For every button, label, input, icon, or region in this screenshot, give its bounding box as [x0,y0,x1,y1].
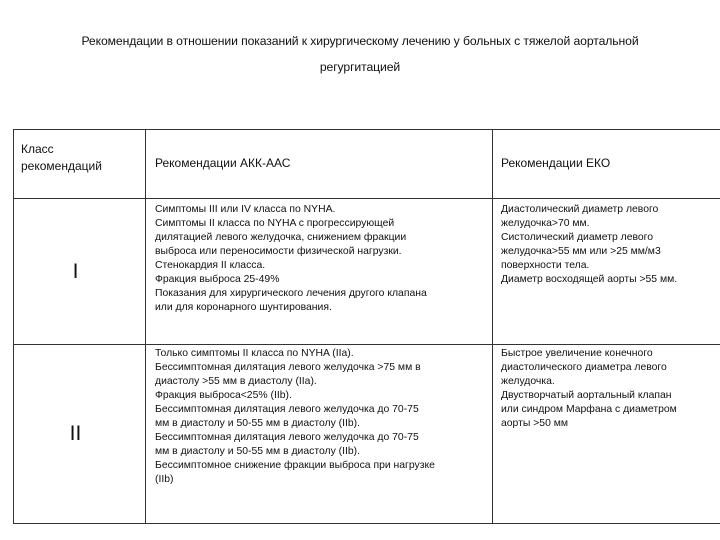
class-cell: I [14,199,146,345]
title-line-1: Рекомендации в отношении показаний к хирургическому лечению у больных с тяжелой аортальной [81,34,639,48]
acc-item: Бессимптомная дилятация левого желудочка до 70-75 мм в диастолу и 50-55 мм в диастолу (IIb). [155,432,419,457]
acc-item: Фракция выброса 25-49% [155,274,280,285]
acc-item: Фракция выброса<25% (IIb). [155,390,292,401]
acc-item: Симптомы III или IV класса по NYHA. [155,204,336,215]
eko-item: Диаметр восходящей аорты >55 мм. [501,274,678,285]
document-title [30,28,690,80]
table-row [14,345,720,524]
eko-item: Диастолический диаметр левого желудочка>70 мм. [501,204,659,229]
header-class: Класс рекомендаций [14,130,146,199]
eko-item: Систолический диаметр левого желудочка>55 мм или >25 мм/м3 поверхности тела. [501,232,661,271]
eko-item: Быстрое увеличение конечного диастолического диаметра левого желудочка. [501,348,667,387]
acc-item: Стенокардия II класса. [155,260,266,271]
eko-cell [493,199,720,345]
eko-item: Двустворчатый аортальный клапан или синдром Марфана с диаметром аорты >50 мм [501,390,677,429]
header-acc: Рекомендации АКК-ААС [146,130,493,199]
class-cell: II [14,345,146,524]
acc-item: Только симптомы II класса по NYHA (IIa). [155,348,354,359]
acc-cell [146,199,493,345]
acc-item: Бессимптомная дилятация левого желудочка до 70-75 мм в диастолу и 50-55 мм в диастолу (IIb). [155,404,419,429]
recommendations-table [13,129,720,524]
eko-cell [493,345,720,524]
acc-item: Показания для хирургического лечения другого клапана или для коронарного шунтирования. [155,288,427,313]
acc-cell [146,345,493,524]
table-row [14,199,720,345]
table-header-row [14,130,720,199]
title-line-2: регургитацией [319,60,401,74]
acc-item: Бессимптомное снижение фракции выброса при нагрузке (IIb) [155,460,435,485]
acc-item: Симптомы II класса по NYHA с прогрессирующей дилятацией левого желудочка, снижением фракции выброса или переносимости физической нагрузки. [155,218,407,257]
header-eko: Рекомендации ЕКО [493,130,720,199]
acc-item: Бессимптомная дилятация левого желудочка >75 мм в диастолу >55 мм в диастолу (IIa). [155,362,421,387]
